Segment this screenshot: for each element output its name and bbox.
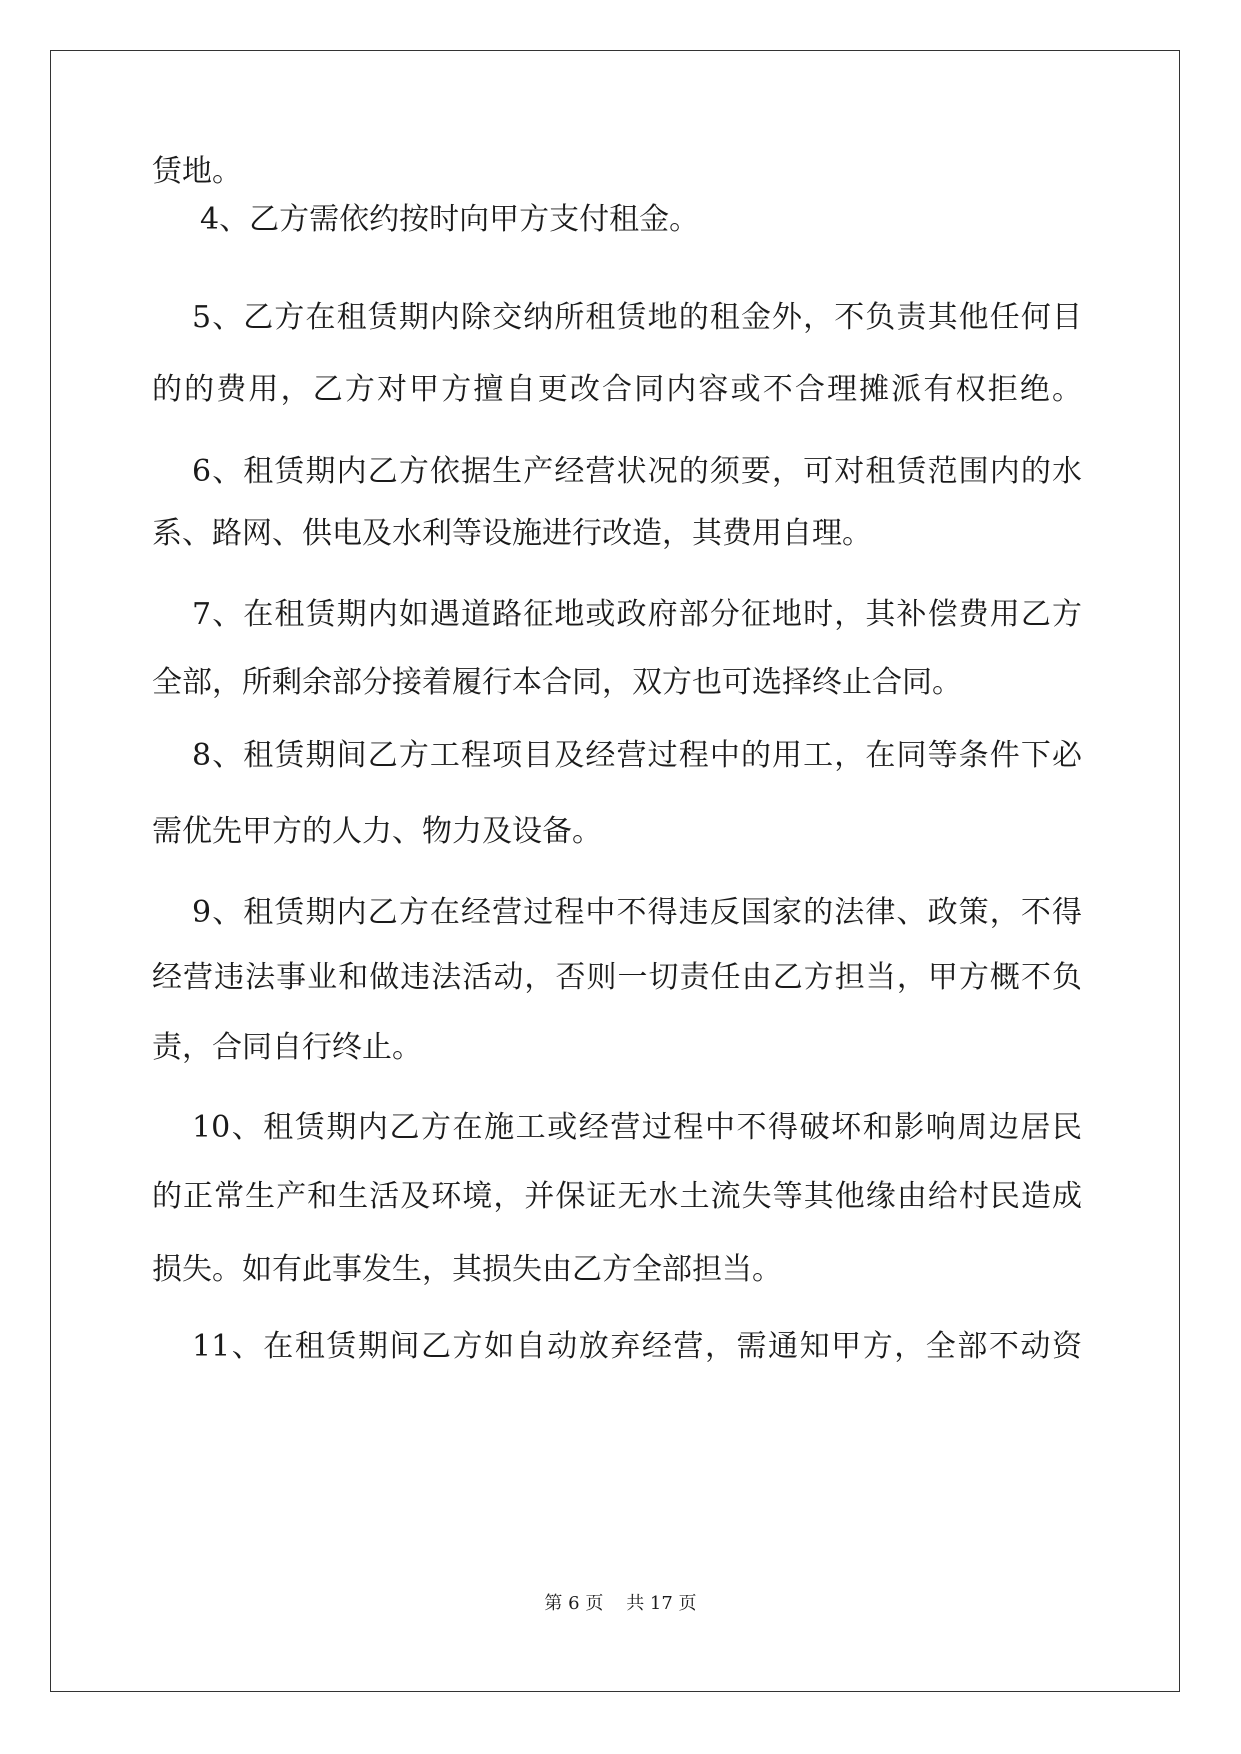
paragraph-item-6: 6、租赁期内乙方依据生产经营状况的须要，可对租赁范围内的水: [192, 454, 1082, 489]
text-line: 的正常生产和生活及环境，并保证无水土流失等其他缘由给村民造成: [152, 1179, 1082, 1214]
page-number-footer: 第 6 页 共 17 页: [544, 1593, 697, 1614]
paragraph-item-11: 11、在租赁期间乙方如自动放弃经营，需通知甲方，全部不动资: [192, 1329, 1082, 1364]
text-line: 的的费用，乙方对甲方擅自更改合同内容或不合理摊派有权拒绝。: [152, 372, 1082, 407]
text-line: 全部，所剩余部分接着履行本合同，双方也可选择终止合同。: [152, 665, 962, 700]
text-line: 系、路网、供电及水利等设施进行改造，其费用自理。: [152, 516, 872, 551]
page-border: [50, 50, 1180, 1692]
paragraph-item-7: 7、在租赁期内如遇道路征地或政府部分征地时，其补偿费用乙方: [192, 597, 1082, 632]
paragraph-item-9: 9、租赁期内乙方在经营过程中不得违反国家的法律、政策，不得: [192, 895, 1082, 930]
paragraph-item-4: 4、乙方需依约按时向甲方支付租金。: [200, 202, 700, 237]
text-line: 需优先甲方的人力、物力及设备。: [152, 814, 602, 849]
paragraph-item-8: 8、租赁期间乙方工程项目及经营过程中的用工，在同等条件下必: [192, 738, 1082, 773]
paragraph-item-5: 5、乙方在租赁期内除交纳所租赁地的租金外，不负责其他任何目: [192, 300, 1082, 335]
text-line: 经营违法事业和做违法活动，否则一切责任由乙方担当，甲方概不负: [152, 960, 1082, 995]
paragraph-item-10: 10、租赁期内乙方在施工或经营过程中不得破坏和影响周边居民: [192, 1110, 1082, 1145]
text-line: 责，合同自行终止。: [152, 1030, 422, 1065]
text-line: 赁地。: [152, 154, 242, 189]
text-line: 损失。如有此事发生，其损失由乙方全部担当。: [152, 1252, 782, 1287]
